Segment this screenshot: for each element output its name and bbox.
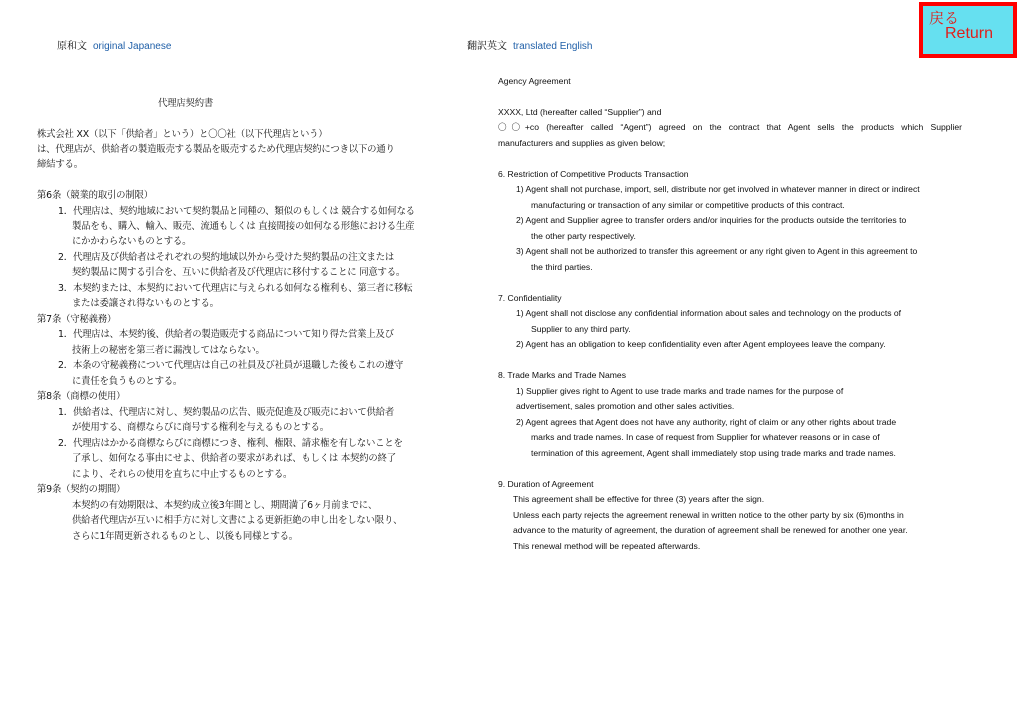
original-japanese-header-jp: 原和文: [57, 41, 87, 52]
english-article-8-line: termination of this agreement, Agent shall immediately stop using trade marks and trade names.: [531, 448, 896, 458]
english-article-9-line: This agreement shall be effective for three (3) years after the sign.: [513, 494, 765, 504]
return-button-label-en: Return: [945, 25, 994, 42]
japanese-article-9-heading: 第9条（契約の期間）: [37, 484, 126, 495]
english-article-7-heading: 7. Confidentiality: [498, 293, 562, 303]
english-article-6-line: 1) Agent shall not purchase, import, sell, distribute nor get involved in whatever manner in direct or indirect: [516, 184, 920, 194]
english-article-8-line: 2) Agent agrees that Agent does not have any authority, right of claim or any other rights about trade: [516, 417, 897, 427]
japanese-article-9-line: 本契約の有効期限は、本契約成立後3年間とし、期間満了6ヶ月前までに、: [72, 500, 378, 511]
english-article-9-heading: 9. Duration of Agreement: [498, 479, 594, 489]
japanese-article-8-line: 1．供給者は、代理店に対し、契約製品の広告、販売促進及び販売において供給者: [58, 407, 395, 418]
english-intro-line: 〇〇+co (hereafter called “Agent”) agreed on the contract that Agent sells the products which Supplier: [498, 122, 962, 132]
japanese-article-7-heading: 第7条（守秘義務）: [37, 314, 117, 325]
english-article-7-line: Supplier to any third party.: [531, 324, 631, 334]
english-title: Agency Agreement: [498, 76, 571, 86]
japanese-article-9-line: さらに1年間更新されるものとし、以後も同様とする。: [72, 531, 298, 542]
japanese-intro-line: 締結する。: [37, 159, 83, 170]
english-article-9-line: advance to the maturity of agreement, the duration of agreement shall be renewed for another one year.: [513, 525, 908, 535]
english-article-9-line: Unless each party rejects the agreement renewal in written notice to the other party by six (6)months in: [513, 510, 904, 520]
english-article-6-line: the other party respectively.: [531, 231, 636, 241]
japanese-article-6-line: 製品をも、購入、輸入、販売、流通もしくは 直接間接の如何なる形態における生産: [72, 221, 415, 232]
japanese-article-6-line: または委譲され得ないものとする。: [72, 298, 219, 309]
japanese-article-8-line: が使用する、商標ならびに商号する権利を与えるものとする。: [72, 422, 329, 433]
japanese-article-6-line: 契約製品に関する引合を、互いに供給者及び代理店に移付することに 同意する。: [72, 267, 406, 278]
english-article-7-line: 2) Agent has an obligation to keep confidentiality even after Agent employees leave the company.: [516, 339, 886, 349]
japanese-title: 代理店契約書: [158, 98, 214, 109]
original-japanese-header-en: original Japanese: [93, 41, 172, 52]
japanese-article-7-line: 技術上の秘密を第三者に漏洩してはならない。: [72, 345, 265, 356]
japanese-intro-line: 株式会社 XX（以下「供給者」という）と〇〇社（以下代理店という）: [37, 129, 328, 140]
japanese-article-6-line: 2．代理店及び供給者はそれぞれの契約地域以外から受けた契約製品の注文または: [58, 252, 395, 263]
japanese-article-6-line: にかかわらないものとする。: [72, 236, 192, 247]
english-article-6-line: manufacturing or transaction of any similar or competitive products of this contract.: [531, 200, 845, 210]
japanese-article-8-line: 了承し、如何なる事由にせよ、供給者の要求があれば、もしくは 本契約の終了: [72, 453, 396, 464]
japanese-article-6-line: 3．本契約または、本契約において代理店に与えられる如何なる権利も、第三者に移転: [58, 283, 413, 294]
japanese-article-7-line: 1．代理店は、本契約後、供給者の製造販売する商品について知り得た営業上及び: [58, 329, 394, 340]
japanese-article-8-line: により、それらの使用を直ちに中止するものとする。: [72, 469, 293, 480]
english-article-8-line: 1) Supplier gives right to Agent to use trade marks and trade names for the purpose of: [516, 386, 844, 396]
japanese-article-7-line: 2．本条の守秘義務について代理店は自己の社員及び社員が退職した後もこれの遵守: [58, 360, 404, 371]
japanese-article-6-heading: 第6条（競業的取引の制限）: [37, 190, 153, 201]
original-japanese-header: [57, 37, 171, 52]
return-button-label-jp: 戻る: [929, 9, 960, 27]
translated-english-header-en: translated English: [513, 41, 593, 52]
translated-english-header: [467, 37, 593, 52]
english-article-6-line: the third parties.: [531, 262, 593, 272]
english-article-8-line: advertisement, sales promotion and other sales activities.: [516, 401, 735, 411]
return-button[interactable]: [919, 2, 1017, 58]
english-article-7-line: 1) Agent shall not disclose any confidential information about sales and technology on the products of: [516, 308, 902, 318]
english-intro-line: XXXX, Ltd (hereafter called “Supplier”) and: [498, 107, 662, 117]
japanese-article-9-line: 供給者代理店が互いに相手方に対し文書による更新拒絶の申し出をしない限り、: [72, 515, 403, 526]
japanese-article-6-line: 1．代理店は、契約地域において契約製品と同種の、類似のもしくは 競合する如何なる: [58, 206, 415, 217]
english-article-6-heading: 6. Restriction of Competitive Products Transaction: [498, 169, 689, 179]
japanese-article-8-heading: 第8条（商標の使用）: [37, 391, 126, 402]
english-article-8-line: marks and trade names. In case of request from Supplier for whatever reasons or in case of: [531, 432, 880, 442]
english-article-6-line: 3) Agent shall not be authorized to transfer this agreement or any right given to Agent in this agreement to: [516, 246, 918, 256]
japanese-article-8-line: 2．代理店はかかる商標ならびに商標につき、権利、権限、請求権を有しないことを: [58, 438, 403, 449]
english-intro-line: manufacturers and supplies as given below;: [498, 138, 666, 148]
japanese-article-7-line: に責任を負うものとする。: [72, 376, 183, 387]
english-article-6-line: 2) Agent and Supplier agree to transfer orders and/or inquiries for the products outside the territories to: [516, 215, 907, 225]
japanese-intro-line: は、代理店が、供給者の製造販売する製品を販売するため代理店契約につき以下の通り: [37, 144, 395, 155]
english-article-9-line: This renewal method will be repeated afterwards.: [513, 541, 701, 551]
translated-english-header-jp: 翻訳英文: [467, 41, 507, 52]
english-article-8-heading: 8. Trade Marks and Trade Names: [498, 370, 627, 380]
